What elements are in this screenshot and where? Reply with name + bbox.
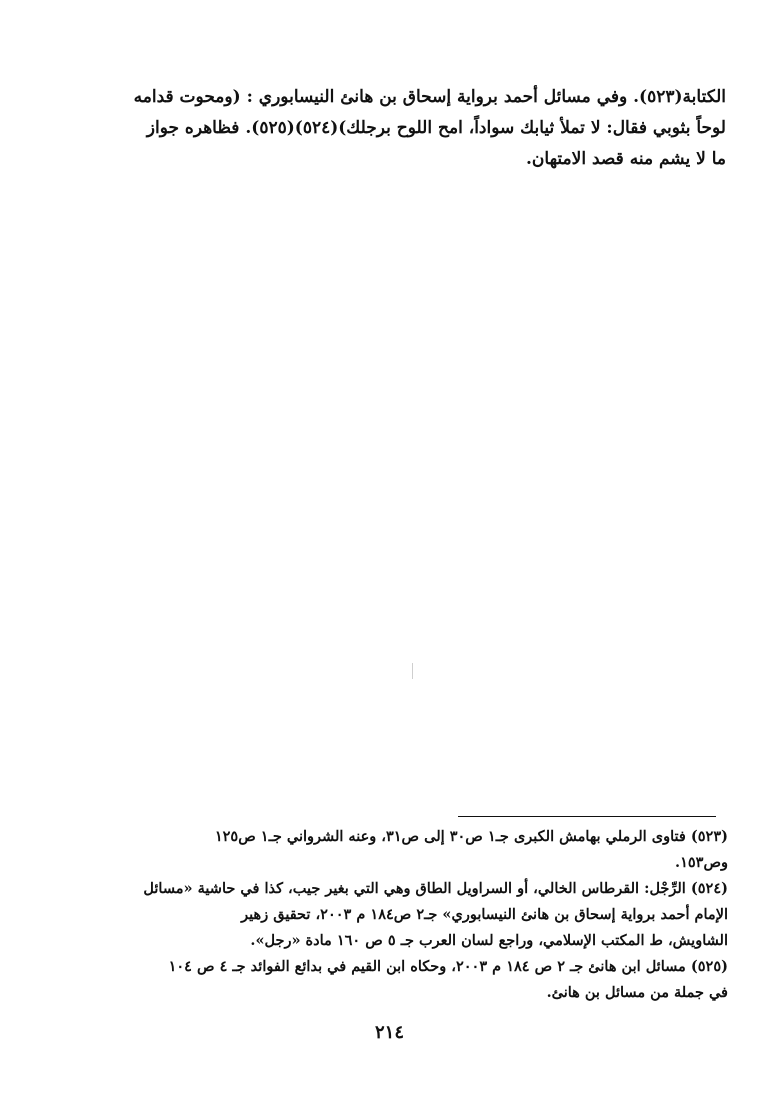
footnote-line: الشاويش، ط المكتب الإسلامي، وراجع لسان العرب جـ ٥ ص ١٦٠ مادة «رجل». — [250, 932, 728, 949]
footnote-line: (٥٢٣) فتاوى الرملي بهامش الكبرى جـ١ ص٣٠ إلى ص٣١، وعنه الشرواني جـ١ ص١٢٥ — [214, 828, 728, 845]
footnote-line: وص١٥٣. — [675, 854, 728, 871]
footnotes — [76, 824, 728, 1006]
footnote-separator — [458, 816, 716, 817]
footnote-line: (٥٢٤) الرِّجْل: القرطاس الخالي، أو السراويل الطاق وهي التي بغير جيب، كذا في حاشية «مسائل — [143, 880, 728, 897]
main-text-line: لوحاً بثوبي فقال: لا تملأ ثيابك سواداً، امح اللوح برجلك)(٥٢٤)(٥٢٥). فظاهره جواز — [146, 118, 726, 138]
footnote-524 — [76, 876, 728, 954]
footnote-525 — [76, 954, 728, 1006]
footnote-line: في جملة من مسائل بن هانئ. — [546, 984, 728, 1001]
main-text-line: ما لا يشم منه قصد الامتهان. — [526, 149, 726, 169]
scan-mark — [412, 663, 413, 679]
main-text — [76, 82, 726, 175]
page-number: ٢١٤ — [374, 1022, 404, 1043]
footnote-line: الإمام أحمد برواية إسحاق بن هانئ النيسابوري» جـ٢ ص١٨٤ م ٢٠٠٣، تحقيق زهير — [241, 906, 728, 923]
main-text-line: الكتابة(٥٢٣). وفي مسائل أحمد برواية إسحاق بن هانئ النيسابوري : (ومحوت قدامه — [133, 87, 726, 107]
footnote-523 — [76, 824, 728, 876]
footnote-line: (٥٢٥) مسائل ابن هانئ جـ ٢ ص ١٨٤ م ٢٠٠٣، وحكاه ابن القيم في بدائع الفوائد جـ ٤ ص ١٠٤ — [168, 958, 728, 975]
